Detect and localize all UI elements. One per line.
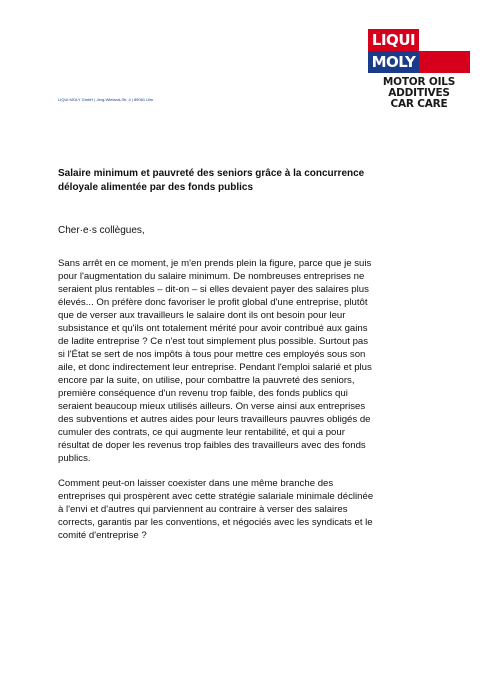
logo-tagline [368, 77, 470, 110]
sender-address: LIQUI MOLY GmbH | Jerg-Wieland-Str. 4 | 89081 Ulm [58, 97, 154, 102]
logo-spacer [419, 29, 470, 51]
letter-paragraph-1: Sans arrêt en ce moment, je m'en prends plein la figure, parce que je suis pour l'augmentation du salaire minimum. De nombreuses entreprises ne seraient plus rentables – dit-on – si elles devaient payer des salaires plus élevés... On préfère donc favoriser le profit global d'une entreprise, plutôt que de verser aux travailleurs le salaire dont ils ont besoin pour leur subsistance et qu'ils ont totalement mérité pour avoir contribué aux gains de ladite entreprise ? Ce n'est tout simplement plus possible. Surtout pas si l'État se sert de nos impôts à tous pour mettre ces employés sous son aile, et donc indirectement leur entreprise. Pendant l'emploi salarié et plus encore par la suite, on utilise, pour combattre la pauvreté des seniors, première conséquence d'un revenu trop faible, des fonds publics qui seraient beaucoup mieux utilisés ailleurs. On verse ainsi aux entreprises des subventions et autres aides pour leurs travailleurs pauvres obligés de cumuler des contrats, ce qui augmente leur rentabilité, et qui a pour résultat de doper les revenus trop faibles des travailleurs avec des fonds publics. [58, 258, 372, 464]
liqui-moly-logo [368, 29, 470, 110]
logo-word-liqui: LIQUI [368, 29, 419, 51]
logo-word-moly: MOLY [368, 51, 419, 73]
tagline-line-3: CAR CARE [390, 98, 448, 110]
tagline-line-1: MOTOR OILS [382, 76, 456, 88]
letter-heading: Salaire minimum et pauvreté des seniors grâce à la concurrence déloyale alimentée par des fonds publics [58, 168, 365, 193]
letter-greeting: Cher·e·s collègues, [58, 225, 145, 236]
logo-spacer-red [419, 51, 470, 73]
tagline-line-2: ADDITIVES [388, 87, 450, 99]
logo-top-row [368, 29, 470, 51]
logo-bottom-row [368, 51, 470, 73]
letter-paragraph-2: Comment peut-on laisser coexister dans une même branche des entreprises qui prospèrent avec cette stratégie salariale minimale déclinée à l'envi et d'autres qui parviennent au contraire à verser des salaires corrects, garantis par les conventions, et négociés avec les syndicats et le comité d'entreprise ? [58, 478, 374, 541]
